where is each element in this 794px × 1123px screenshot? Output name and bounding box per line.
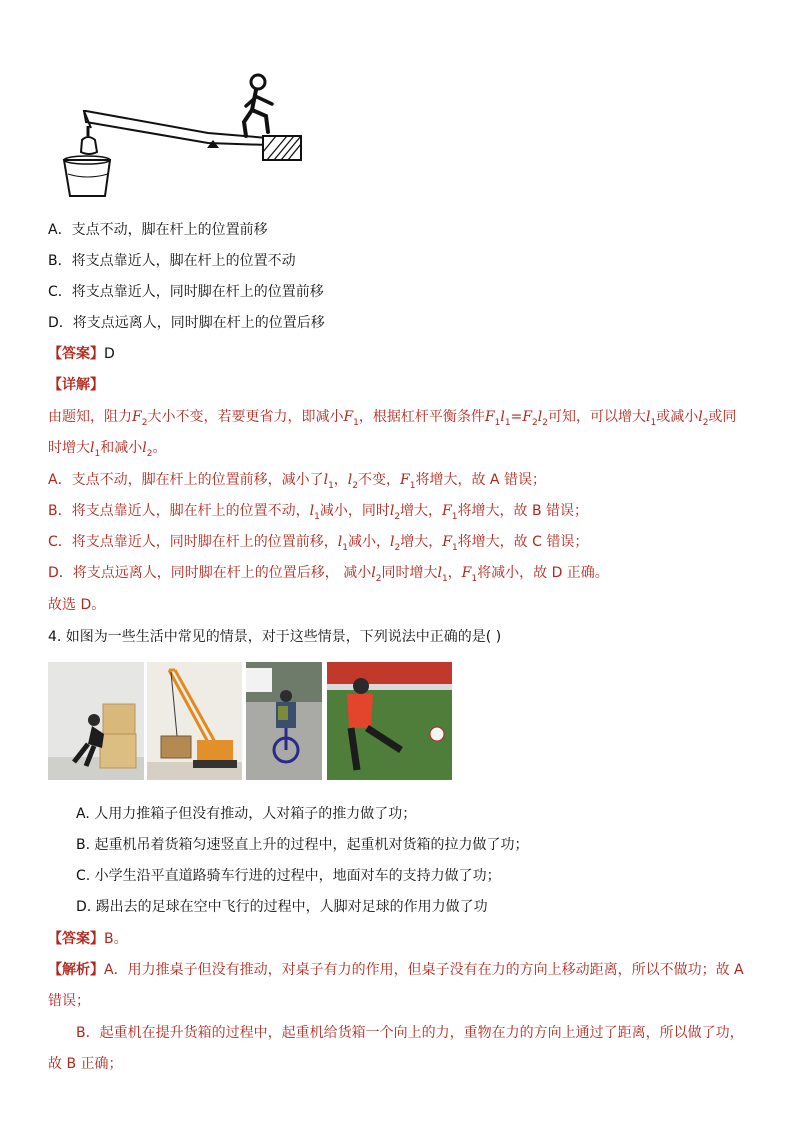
q4-analysis-line-4: 故 B 正确； (48, 1056, 123, 1072)
q4-analysis-line-2: 错误； (48, 993, 90, 1009)
q4-analysis-line-3: B．起重机在提升货箱的过程中，起重机给货箱一个向上的力，重物在力的方向上通过了距离，所以做了功， (76, 1025, 744, 1041)
explanation-c: C．将支点靠近人，同时脚在杆上的位置前移，$l_1$减小，$l_2$增大，$F_1$将增大，故 C 错误； (48, 534, 589, 553)
q4-option-b: B. 起重机吊着货箱匀速竖直上升的过程中，起重机对货箱的拉力做了功； (76, 837, 529, 853)
photo-cyclist (246, 662, 322, 780)
q4-analysis-tag: 【解析】 (48, 962, 104, 978)
q4-answer-tag: 【答案】 (48, 931, 104, 947)
option-d: D．将支点远离人，同时脚在杆上的位置后移 (48, 315, 325, 331)
option-a: A．支点不动，脚在杆上的位置前移 (48, 222, 268, 238)
photo-football (327, 662, 452, 780)
q4-answer-line (48, 929, 128, 949)
explanation-b: B．将支点靠近人，脚在杆上的位置不动，$l_1$减小，同时$l_2$增大，$F_1$将增大，故 B 错误； (48, 503, 589, 522)
explanation-a: A．支点不动，脚在杆上的位置前移，减小了$l_1$，$l_2$不变，$F_1$将增大，故 A 错误； (48, 472, 546, 491)
conclusion: 故选 D。 (48, 597, 106, 613)
q4-analysis-line-1: 【解析】A．用力推桌子但没有推动，对桌子有力的作用，但桌子没有在力的方向上移动距离，所以不做功；故 A (48, 962, 744, 978)
option-b: B．将支点靠近人，脚在杆上的位置不动 (48, 253, 296, 269)
answer-tag: 【答案】 (48, 346, 104, 362)
explanation-line-1: 由题知，阻力$F_2$大小不变，若要更省力，即减小$F_1$，根据杠杆平衡条件$F_1l_1=F_2l_2$可知，可以增大$l_1$或减小$l_2$或同 (48, 409, 737, 428)
q4-option-d: D. 踢出去的足球在空中飞行的过程中，人脚对足球的作用力做了功 (76, 899, 488, 915)
lever-diagram (58, 70, 308, 200)
photo-pushing-box (48, 662, 144, 780)
option-c: C．将支点靠近人，同时脚在杆上的位置前移 (48, 284, 324, 300)
q4-answer-value: B。 (104, 931, 128, 947)
answer-value: D (104, 346, 115, 362)
q4-option-a: A. 人用力推箱子但没有推动，人对箱子的推力做了功； (76, 806, 417, 822)
detail-tag: 【详解】 (48, 377, 104, 393)
explanation-line-2: 时增大$l_1$和减小$l_2$。 (48, 440, 167, 459)
answer-line (48, 344, 115, 364)
q4-option-c: C. 小学生沿平直道路骑车行进的过程中，地面对车的支持力做了功； (76, 868, 501, 884)
photo-crane (147, 662, 242, 780)
question-4-stem: 4. 如图为一些生活中常见的情景，对于这些情景，下列说法中正确的是( ) (48, 629, 502, 645)
explanation-d: D．将支点远离人，同时脚在杆上的位置后移， 减小$l_2$同时增大$l_1$，$F_1$将减小，故 D 正确。 (48, 565, 609, 584)
